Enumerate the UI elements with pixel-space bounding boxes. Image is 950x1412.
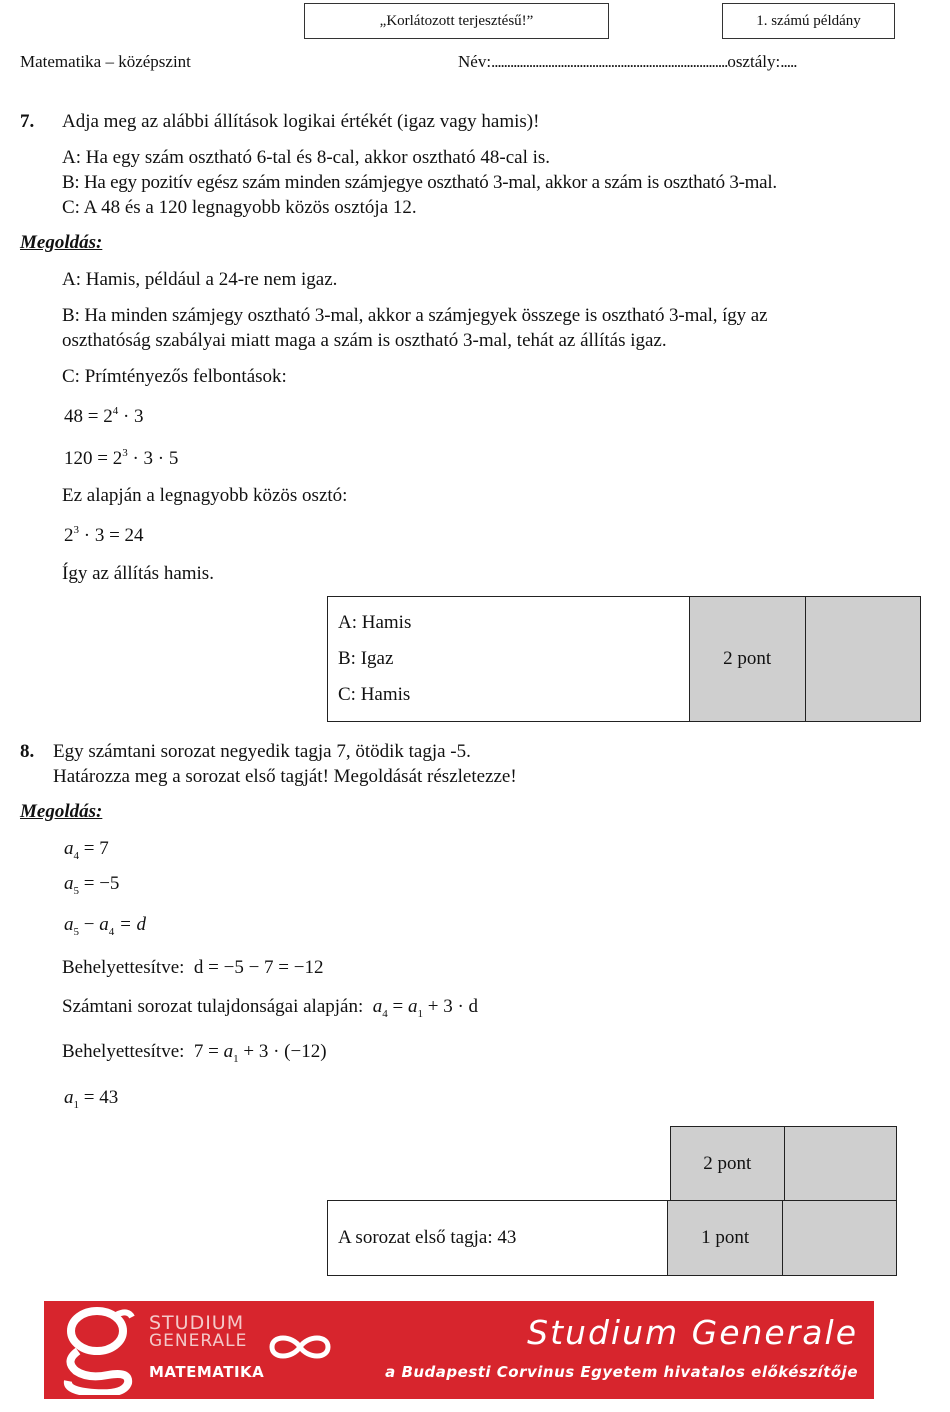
q7-conclusion: Így az állítás hamis.: [62, 563, 214, 584]
q8-achieved-cell-1: [784, 1127, 896, 1202]
q8-score-table-2: [327, 1200, 897, 1276]
q7-solution-c: C: Prímtényezős felbontások:: [62, 366, 287, 387]
banner-subtitle: a Budapesti Corvinus Egyetem hivatalos előkészítője: [385, 1363, 858, 1381]
name-label: Név:: [458, 52, 492, 71]
q8-eq-a5: $a_5 = -5$: [64, 873, 120, 897]
copy-label: 1. számú példány: [756, 13, 861, 29]
q8-question-line1: Egy számtani sorozat negyedik tagja 7, ötödik tagja -5.: [53, 741, 471, 762]
restricted-label: „Korlátozott terjesztésű!”: [379, 13, 534, 29]
restricted-distribution-box: [304, 3, 609, 39]
q7-answer-c: C: Hamis: [338, 684, 411, 705]
subject-label: Matematika – középszint: [20, 52, 191, 71]
q7-solution-b-line2: oszthatóság szabályai miatt maga a szám is osztható 3-mal, tehát az állítás igaz.: [62, 330, 667, 351]
q7-answer-a: A: Hamis: [338, 612, 412, 633]
q7-gcd-intro: Ez alapján a legnagyobb közös osztó:: [62, 485, 348, 506]
q7-number: 7.: [20, 111, 35, 132]
q8-result: $a_1 = 43$: [64, 1087, 119, 1111]
q8-property: Számtani sorozat tulajdonságai alapján: $a_4 = a_1 + 3 \cdot d$: [62, 996, 479, 1020]
q7-score-table: [327, 596, 921, 722]
q7-factorization-120: $120 = 2^3 \cdot 3 \cdot 5$: [64, 447, 179, 469]
q8-substitution-2: Behelyettesítve: $7 = a_1 + 3 \cdot (-12)$: [62, 1041, 327, 1065]
q7-factorization-48: $48 = 2^4 \cdot 3$: [64, 405, 144, 427]
q7-points-cell: 2 pont: [689, 597, 805, 722]
footer-banner: [44, 1301, 874, 1399]
banner-title: Studium Generale: [527, 1313, 858, 1352]
q8-score-table-1: [670, 1126, 897, 1202]
q7-statement-c: C: A 48 és a 120 legnagyobb közös osztója 12.: [62, 197, 417, 218]
q8-answer-cell: A sorozat első tagja: 43: [328, 1201, 668, 1276]
banner-brand-line1: STUDIUM: [149, 1312, 245, 1334]
q7-answers-cell: [328, 597, 690, 722]
q8-solution-label: Megoldás:: [20, 801, 103, 822]
banner-brand-line3: MATEMATIKA: [149, 1363, 265, 1381]
q8-points-cell-2: 1 pont: [668, 1201, 783, 1276]
q7-answer-b: B: Igaz: [338, 648, 394, 669]
copy-number-box: [722, 3, 895, 39]
name-line: ...........................................................................: [491, 52, 728, 71]
studium-generale-g-logo-icon: [58, 1305, 136, 1395]
class-label: osztály:: [727, 52, 781, 71]
q7-statement-b: B: Ha egy pozitív egész szám minden számjegye osztható 3-mal, akkor a szám is osztható 3-mal.: [62, 172, 777, 193]
q7-solution-label: Megoldás:: [20, 232, 103, 253]
q7-achieved-points-cell: [805, 597, 920, 722]
q7-statement-a: A: Ha egy szám osztható 6-tal és 8-cal, akkor osztható 48-cal is.: [62, 147, 551, 168]
q8-eq-difference: $a_5 - a_4 = d$: [64, 914, 147, 938]
q8-eq-a4: $a_4 = 7$: [64, 838, 109, 862]
q8-achieved-cell-2: [782, 1201, 896, 1276]
q7-solution-b-line1: B: Ha minden számjegy osztható 3-mal, akkor a számjegyek összege is osztható 3-mal, így az: [62, 305, 768, 326]
name-field: [458, 52, 796, 72]
q8-points-cell-1: 2 pont: [671, 1127, 785, 1202]
q7-solution-a: A: Hamis, például a 24-re nem igaz.: [62, 269, 338, 290]
q7-gcd-result: $2^3 \cdot 3 = 24$: [64, 524, 144, 546]
q8-substitution-1: Behelyettesítve: d = −5 − 7 = −12: [62, 957, 324, 978]
q7-question: Adja meg az alábbi állítások logikai értékét (igaz vagy hamis)!: [62, 111, 540, 132]
q8-question-line2: Határozza meg a sorozat első tagját! Megoldását részletezze!: [53, 766, 517, 787]
infinity-icon: [266, 1331, 334, 1363]
banner-brand-line2: GENERALE: [149, 1331, 248, 1351]
q8-number: 8.: [20, 741, 35, 762]
class-line: .....: [780, 52, 797, 71]
